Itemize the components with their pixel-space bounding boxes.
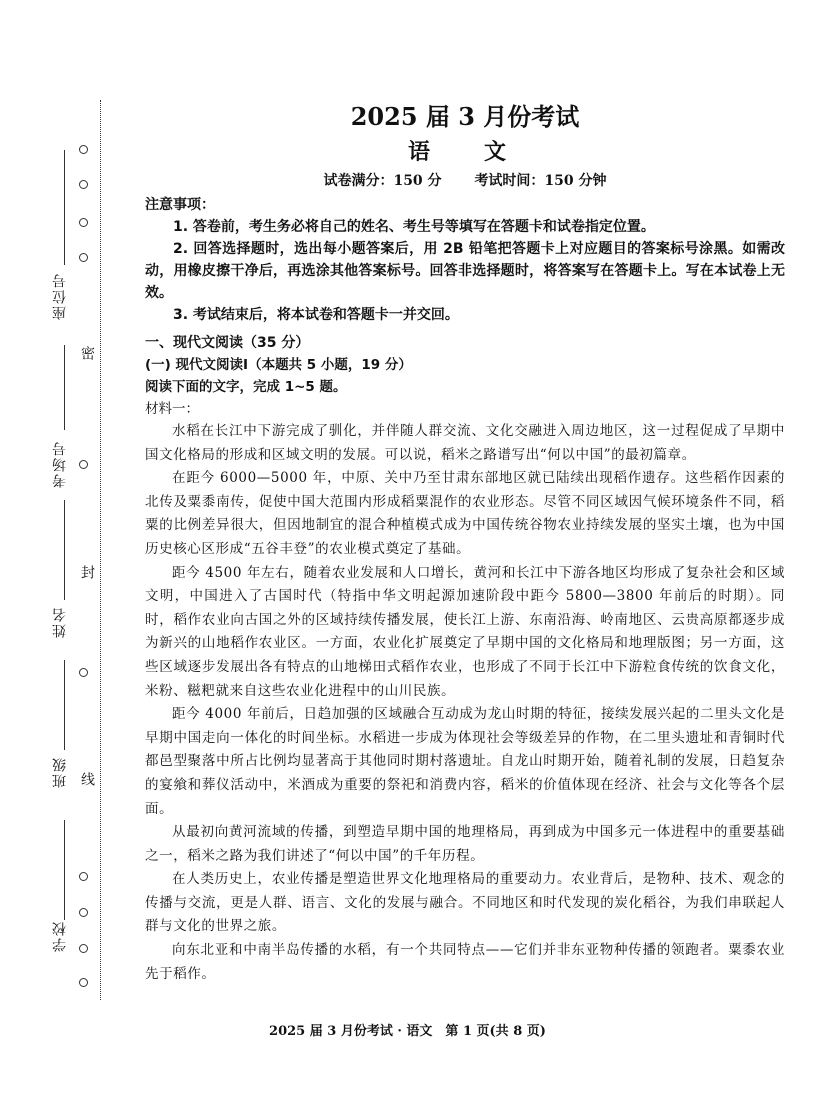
school-label: 学校 (52, 920, 68, 952)
exam-time: 考试时间：150 分钟 (474, 173, 607, 189)
seat-number-blank[interactable] (64, 150, 65, 265)
seal-dotted-line (100, 100, 101, 1000)
seal-circle (79, 180, 88, 189)
exam-room-blank[interactable] (64, 345, 65, 430)
binding-margin (0, 0, 110, 1095)
seal-mark-xian: 线 (79, 772, 95, 786)
class-label: 班级 (52, 756, 68, 788)
exam-title: 2025 届 3 月份考试 (350, 102, 580, 131)
class-blank[interactable] (64, 660, 65, 750)
school-blank[interactable] (64, 820, 65, 920)
passage-paragraph: 距今 4500 年左右，随着农业发展和人口增长，黄河和长江中下游各地区均形成了复杂社会和区域文明，中国进入了古国时代（特指中华文明起源加速阶段中距今 5800—3800 年前后的时期）。同时，稻作农业向古国之外的区域持续传播发展，使长江上游、东南沿海、岭南地区、云贵高原都逐步成为新兴的山地稻作农业区。一方面，农业化扩展奠定了早期中国的文化格局和地理版图；另一方面，这些区域逐步发展出各有特点的山地梯田式稻作农业，也形成了不同于长江中下游粒食传统的饮食文化，米粉、糍粑就来自这些农业化进程中的山川民族。 (145, 564, 785, 699)
reading-instruction: 阅读下面的文字，完成 1~5 题。 (145, 379, 347, 395)
seal-mark-feng: 封 (79, 565, 95, 579)
exam-page-body (145, 100, 785, 986)
seal-circle (79, 872, 88, 881)
name-label: 姓名 (52, 606, 68, 638)
notice-heading: 注意事项： (145, 197, 215, 213)
name-blank[interactable] (64, 500, 65, 600)
page-footer: 2025 届 3 月份考试 · 语文 第 1 页(共 8 页) (269, 1024, 546, 1039)
passage-paragraph: 在人类历史上，农业传播是塑造世界文化地理格局的重要动力。农业背后，是物种、技术、观念的传播与交流，更是人群、语言、文化的发展与融合。不同地区和时代发现的炭化稻谷，为我们串联起人群与文化的世界之旅。 (145, 871, 785, 935)
seal-circle (79, 460, 88, 469)
passage-paragraph: 从最初向黄河流域的传播，到塑造早期中国的地理格局，再到成为中国多元一体进程中的重要基础之一，稻米之路为我们讲述了“何以中国”的千年历程。 (145, 824, 785, 864)
subject-title: 语 文 (407, 139, 522, 165)
exam-room-label: 考场号 (52, 440, 68, 488)
seal-circle (79, 944, 88, 953)
material-label: 材料一： (145, 401, 199, 417)
seal-mark-mi: 密 (79, 346, 95, 360)
notice-item: 1. 答卷前，考生务必将自己的姓名、考生号等填写在答题卡和试卷指定位置。 (173, 219, 655, 235)
notice-item: 3. 考试结束后，将本试卷和答题卡一并交回。 (173, 307, 459, 323)
passage-paragraph: 在距今 6000—5000 年，中原、关中乃至甘肃东部地区就已陆续出现稻作遗存。这些稻作因素的北传及粟黍南传，促使中国大范围内形成稻粟混作的农业形态。尽管不同区域因气候环境条件不同，稻粟的比例差异很大，但因地制宜的混合种植模式成为中国传统谷物农业持续发展的坚实土壤，也为中国历史核心区形成“五谷丰登”的农业模式奠定了基础。 (145, 470, 785, 557)
section-heading: 一、现代文阅读（35 分） (145, 335, 310, 351)
passage-paragraph: 向东北亚和中南半岛传播的水稻，有一个共同特点——它们并非东亚物种传播的领跑者。粟黍农业先于稻作。 (145, 942, 785, 982)
subsection-heading: (一) 现代文阅读Ⅰ（本题共 5 小题，19 分） (145, 357, 412, 373)
score-time-line (145, 170, 785, 192)
seal-circle (79, 253, 88, 262)
seal-circle (79, 145, 88, 154)
seal-circle (79, 908, 88, 917)
seal-circle (79, 978, 88, 987)
passage-paragraph: 水稻在长江中下游完成了驯化，并伴随人群交流、文化交融进入周边地区，这一过程促成了早期中国文化格局的形成和区域文明的发展。可以说，稻米之路谱写出“何以中国”的最初篇章。 (145, 423, 785, 463)
seal-circle (79, 668, 88, 677)
full-score: 试卷满分：150 分 (323, 173, 442, 189)
seat-number-label: 座位号 (52, 272, 68, 320)
seal-circle (79, 218, 88, 227)
notice-item: 2. 回答选择题时，选出每小题答案后，用 2B 铅笔把答题卡上对应题目的答案标号涂黑。如需改动，用橡皮擦干净后，再选涂其他答案标号。回答非选择题时，将答案写在答题卡上。写在本试卷上无效。 (145, 241, 785, 301)
passage-paragraph: 距今 4000 年前后，日趋加强的区域融合互动成为龙山时期的特征，接续发展兴起的二里头文化是早期中国走向一体化的时间坐标。水稻进一步成为体现社会等级差异的作物，在二里头遗址和青铜时代都邑型聚落中所占比例均显著高于其他同时期村落遗址。自龙山时期开始，随着礼制的发展，日趋复杂的宴飨和葬仪活动中，米酒成为重要的祭祀和消费内容，稻米的价值体现在经济、社会与文化等各个层面。 (145, 706, 785, 817)
